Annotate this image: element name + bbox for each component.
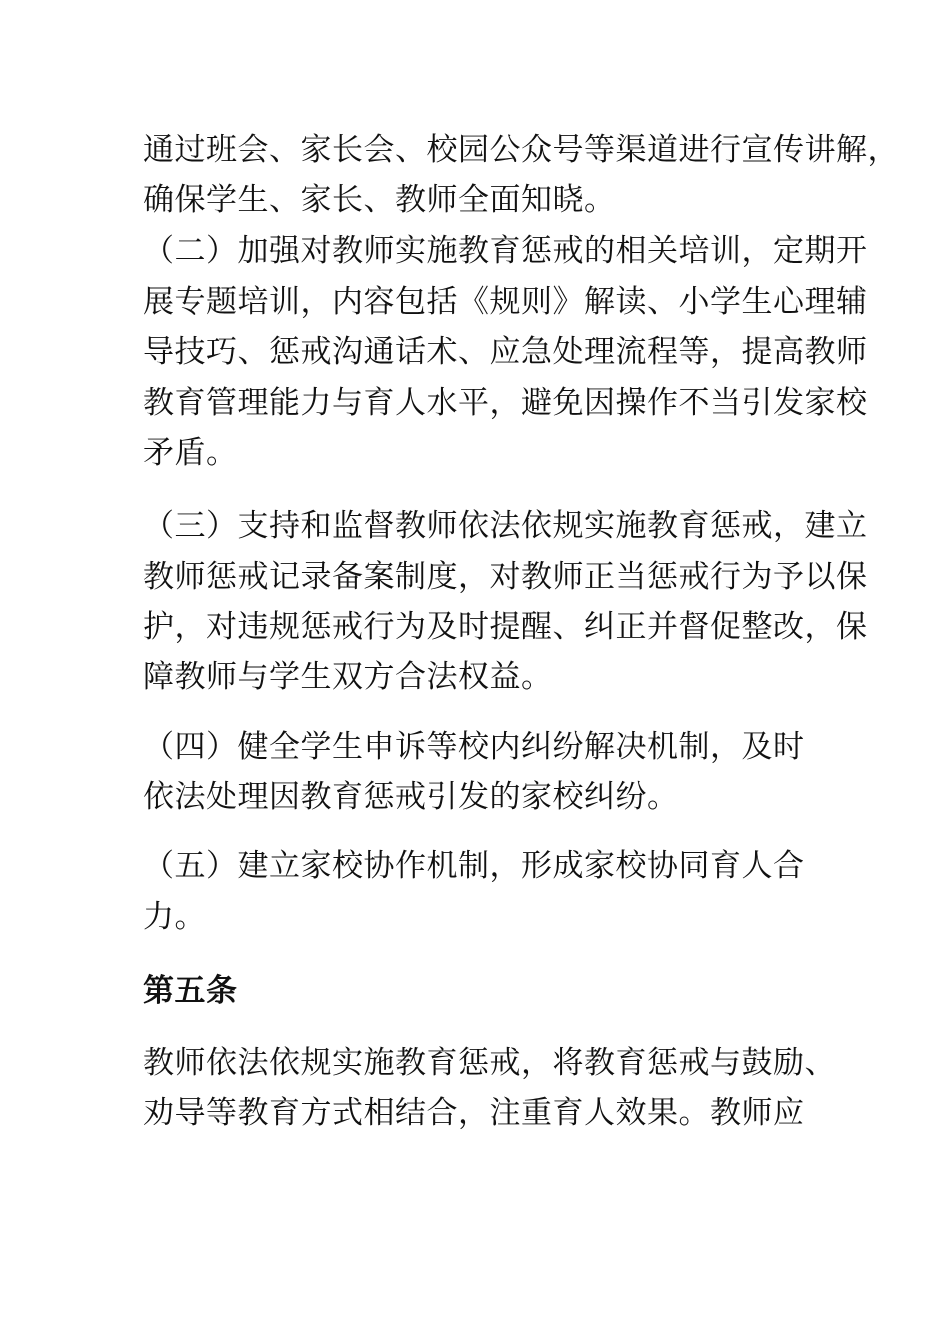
text-line: 通过班会、家长会、校园公众号等渠道进行宣传讲解， <box>143 132 899 168</box>
text-line: （二）加强对教师实施教育惩戒的相关培训，定期开 <box>143 233 868 269</box>
text-line: （三）支持和监督教师依法依规实施教育惩戒，建立 <box>143 508 868 544</box>
text-line: 教师依法依规实施教育惩戒，将教育惩戒与鼓励、 <box>143 1045 836 1081</box>
text-line: 导技巧、惩戒沟通话术、应急处理流程等，提高教师 <box>143 334 868 370</box>
text-line: （四）健全学生申诉等校内纠纷解决机制，及时 <box>143 729 805 765</box>
text-line: 教师惩戒记录备案制度，对教师正当惩戒行为予以保 <box>143 559 868 595</box>
text-line: 力。 <box>143 899 206 935</box>
text-line: 劝导等教育方式相结合，注重育人效果。教师应 <box>143 1095 805 1131</box>
text-line: 障教师与学生双方合法权益。 <box>143 659 553 695</box>
section-heading: 第五条 <box>143 973 238 1009</box>
text-line: 矛盾。 <box>143 435 238 471</box>
text-line: 教育管理能力与育人水平，避免因操作不当引发家校 <box>143 385 868 421</box>
text-line: 依法处理因教育惩戒引发的家校纠纷。 <box>143 779 679 815</box>
text-line: 护，对违规惩戒行为及时提醒、纠正并督促整改，保 <box>143 609 868 645</box>
text-line: 展专题培训，内容包括《规则》解读、小学生心理辅 <box>143 284 868 320</box>
text-line: （五）建立家校协作机制，形成家校协同育人合 <box>143 848 805 884</box>
text-line: 确保学生、家长、教师全面知晓。 <box>143 182 616 218</box>
